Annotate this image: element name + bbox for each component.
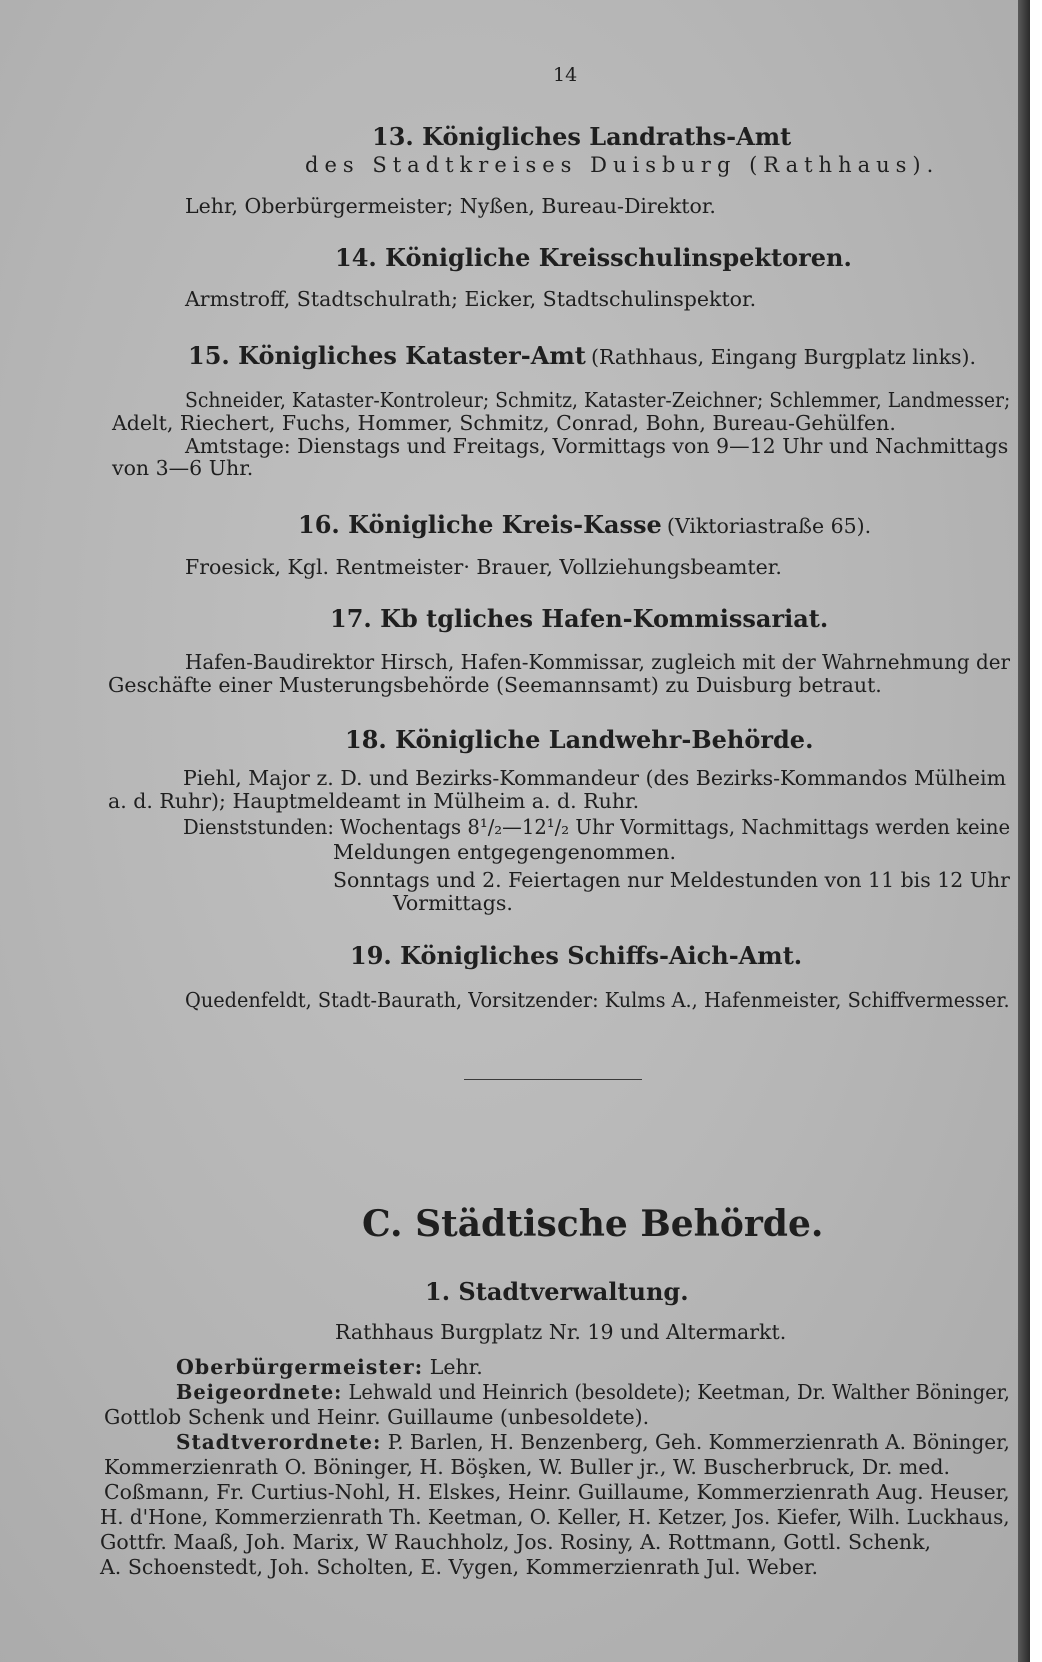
stadtverwaltung-heading: 1. Stadtverwaltung. (425, 1277, 689, 1306)
part-c-title: C. Städtische Behörde. (362, 1203, 824, 1245)
section-13-line: Lehr, Oberbürgermeister; Nyßen, Bureau-Direktor. (185, 194, 716, 218)
stadtverordnete-line: P. Barlen, H. Benzenberg, Geh. Kommerzienrath A. Böninger, (387, 1430, 1010, 1454)
stadtverordnete-label: Stadtverordnete: (176, 1430, 382, 1454)
beigeordnete-line: Gottlob Schenk und Heinr. Guillaume (unbesoldete). (104, 1405, 650, 1429)
beigeordnete-label: Beigeordnete: (176, 1380, 343, 1404)
section-19-heading: 19. Königliches Schiffs-Aich-Amt. (350, 941, 803, 970)
section-18-line: Meldungen entgegengenommen. (333, 840, 676, 864)
stadtverordnete-line: H. d'Hone, Kommerzienrath Th. Keetman, O. Keller, H. Ketzer, Jos. Kiefer, Wilh. Luckhaus, (100, 1505, 1010, 1529)
section-17-line: Hafen-Baudirektor Hirsch, Hafen-Kommissar, zugleich mit der Wahrnehmung der (185, 650, 1011, 674)
section-15-heading-suffix: (Rathhaus, Eingang Burgplatz links). (590, 345, 977, 369)
section-13-subheading: des Stadtkreises Duisburg (Rathhaus). (305, 153, 940, 177)
section-18-line: Piehl, Major z. D. und Bezirks-Kommandeur (des Bezirks-Kommandos Mülheim (183, 766, 1007, 790)
section-17-line: Geschäfte einer Musterungsbehörde (Seemannsamt) zu Duisburg betraut. (108, 673, 882, 697)
section-18-line: Dienststunden: Wochentags 8¹/₂—12¹/₂ Uhr Vormittags, Nachmittags werden keine (183, 815, 1011, 839)
section-17-heading: 17. Kb tgliches Hafen-Kommissariat. (330, 604, 829, 633)
section-13-heading: 13. Königliches Landraths-Amt (372, 122, 792, 151)
section-14-heading: 14. Königliche Kreisschulinspektoren. (335, 243, 852, 272)
section-18-line: a. d. Ruhr); Hauptmeldeamt in Mülheim a. d. Ruhr. (108, 789, 640, 813)
stadtverordnete-line: Coßmann, Fr. Curtius-Nohl, H. Elskes, Heinr. Guillaume, Kommerzienrath Aug. Heuser, (104, 1480, 1010, 1504)
stadtverordnete-line: A. Schoenstedt, Joh. Scholten, E. Vygen, Kommerzienrath Jul. Weber. (100, 1555, 819, 1579)
oberbuergermeister-label: Oberbürgermeister: (176, 1355, 424, 1379)
section-16-heading-row (298, 510, 871, 539)
section-14-line: Armstroff, Stadtschulrath; Eicker, Stadtschulinspektor. (185, 287, 757, 311)
section-15-line: von 3—6 Uhr. (112, 456, 254, 480)
book-spine-edge (1018, 0, 1030, 1662)
stadtverordnete-line: Kommerzienrath O. Böninger, H. Böşken, W. Buller jr., W. Buscherbruck, Dr. med. (104, 1455, 951, 1479)
oberbuergermeister-row (176, 1355, 483, 1379)
section-18-line: Sonntags und 2. Feiertagen nur Meldestunden von 11 bis 12 Uhr (333, 868, 1010, 892)
section-15-line: Adelt, Riechert, Fuchs, Hommer, Schmitz, Conrad, Bohn, Bureau-Gehülfen. (112, 411, 896, 435)
section-divider (464, 1079, 642, 1080)
section-16-line: Froesick, Kgl. Rentmeister· Brauer, Vollziehungsbeamter. (185, 555, 782, 579)
section-16-heading-suffix: (Viktoriastraße 65). (666, 514, 872, 538)
section-15-line: Schneider, Kataster-Kontroleur; Schmitz, Kataster-Zeichner; Schlemmer, Landmesser; (185, 388, 1011, 412)
section-18-line: Vormittags. (393, 891, 513, 915)
oberbuergermeister-value: Lehr. (429, 1355, 483, 1379)
section-15-heading-row (188, 341, 976, 370)
beigeordnete-row (176, 1380, 1010, 1404)
stadtverwaltung-address: Rathhaus Burgplatz Nr. 19 und Altermarkt. (335, 1320, 787, 1344)
stadtverordnete-line: Gottfr. Maaß, Joh. Marix, W Rauchholz, Jos. Rosiny, A. Rottmann, Gottl. Schenk, (100, 1530, 932, 1554)
page-number: 14 (553, 64, 578, 86)
section-16-heading: 16. Königliche Kreis-Kasse (298, 510, 662, 539)
section-15-line: Amtstage: Dienstags und Freitags, Vormittags von 9—12 Uhr und Nachmittags (185, 434, 1009, 458)
section-19-line: Quedenfeldt, Stadt-Baurath, Vorsitzender: Kulms A., Hafenmeister, Schiffvermesser. (185, 988, 1010, 1012)
margin (1030, 0, 1042, 1662)
beigeordnete-line: Lehwald und Heinrich (besoldete); Keetman, Dr. Walther Böninger, (348, 1380, 1010, 1404)
stadtverordnete-row (176, 1430, 1010, 1454)
section-15-heading: 15. Königliches Kataster-Amt (188, 341, 586, 370)
section-18-heading: 18. Königliche Landwehr-Behörde. (345, 725, 814, 754)
